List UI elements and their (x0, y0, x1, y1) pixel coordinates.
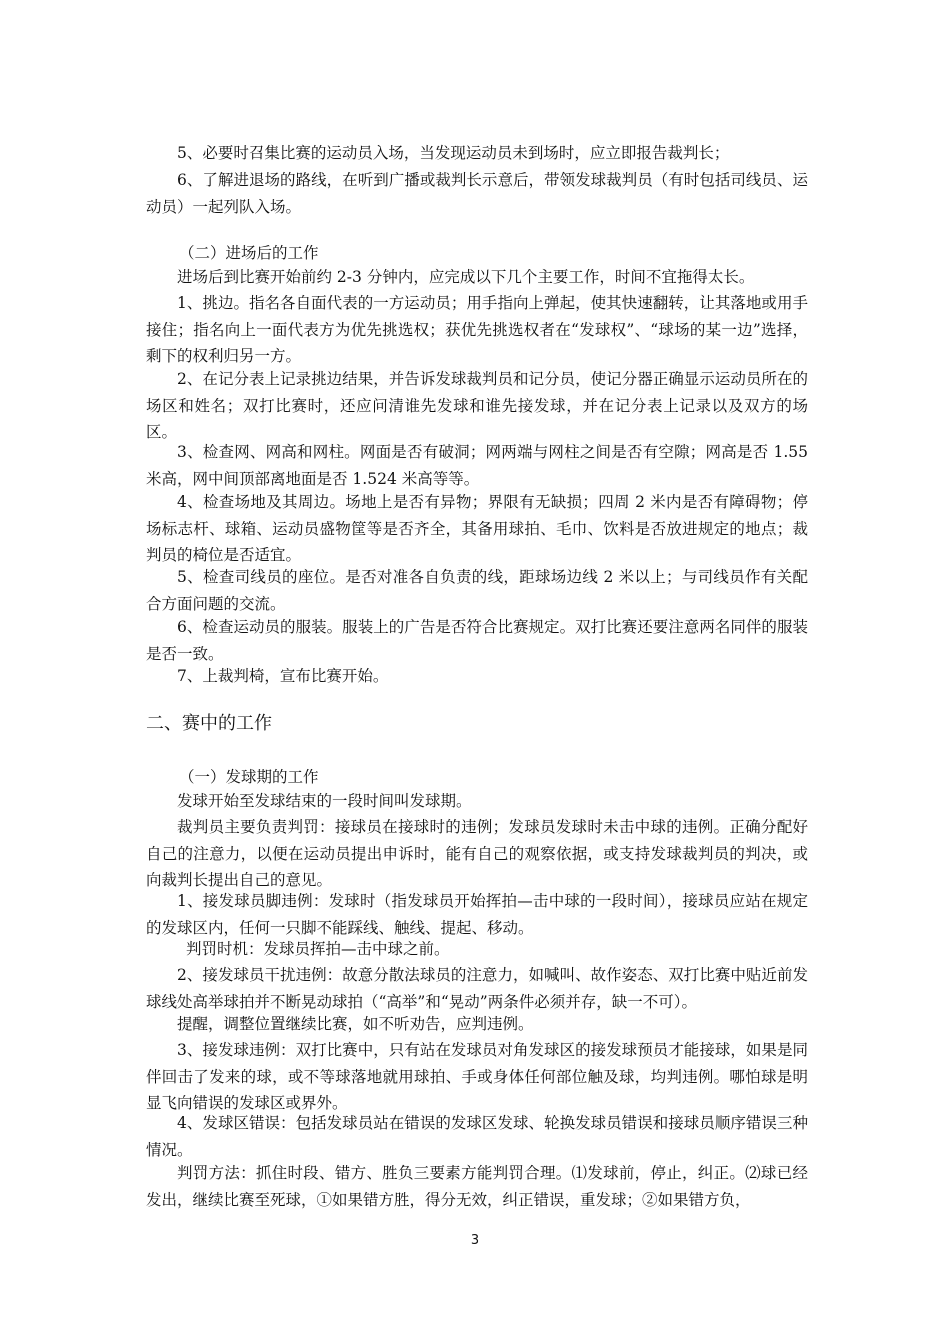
paragraph: 判罚时机：发球员挥拍—击中球之前。 (186, 940, 450, 958)
chapter-heading: 二、赛中的工作 (146, 713, 272, 734)
section-heading: （一）发球期的工作 (179, 768, 319, 786)
paragraph: 5、检查司线员的座位。是否对准各自负责的线，距球场边线 2 米以上；与司线员作有关配合方面问题的交流。 (146, 568, 808, 613)
paragraph: 2、在记分表上记录挑边结果，并告诉发球裁判员和记分员，使记分器正确显示运动员所在的场区和姓名；双打比赛时，还应问清谁先发球和谁先接发球，并在记分表上记录以及双方的场区。 (146, 370, 808, 441)
section-heading: （二）进场后的工作 (179, 244, 319, 262)
paragraph: 裁判员主要负责判罚：接球员在接球时的违例；发球员发球时未击中球的违例。正确分配好自己的注意力，以便在运动员提出申诉时，能有自己的观察依据，或支持发球裁判员的判决，或向裁判长提出自己的意见。 (146, 818, 808, 889)
paragraph: 5、必要时召集比赛的运动员入场，当发现运动员未到场时，应立即报告裁判长； (177, 144, 730, 162)
paragraph: 4、发球区错误：包括发球员站在错误的发球区发球、轮换发球员错误和接球员顺序错误三种情况。 (146, 1114, 808, 1159)
paragraph: 2、接发球员干扰违例：故意分散法球员的注意力，如喊叫、故作姿态、双打比赛中贴近前发球线处高举球拍并不断晃动球拍（“高举”和“晃动”两条件必须并存，缺一不可）。 (146, 966, 808, 1011)
paragraph: 1、挑边。指名各自面代表的一方运动员；用手指向上弹起，使其快速翻转，让其落地或用手接住；指名向上一面代表方为优先挑选权；获优先挑选权者在“发球权”、“球场的某一边”选择，剩下的权利归另一方。 (146, 294, 808, 365)
page-number: 3 (470, 1233, 480, 1248)
paragraph: 7、上裁判椅，宣布比赛开始。 (177, 667, 389, 685)
paragraph: 3、检查网、网高和网柱。网面是否有破洞；网两端与网柱之间是否有空隙；网高是否 1.55 米高，网中间顶部离地面是否 1.524 米高等等。 (146, 443, 808, 488)
paragraph: 提醒，调整位置继续比赛，如不听劝告，应判违例。 (177, 1015, 534, 1033)
paragraph: 判罚方法：抓住时段、错方、胜负三要素方能判罚合理。⑴发球前，停止，纠正。⑵球已经发出，继续比赛至死球，①如果错方胜，得分无效，纠正错误，重发球；②如果错方负， (146, 1164, 808, 1209)
paragraph: 进场后到比赛开始前约 2-3 分钟内，应完成以下几个主要工作，时间不宜拖得太长。 (177, 268, 755, 286)
paragraph: 6、了解进退场的路线，在听到广播或裁判长示意后，带领发球裁判员（有时包括司线员、运动员）一起列队入场。 (146, 171, 808, 216)
paragraph: 4、检查场地及其周边。场地上是否有异物；界限有无缺损；四周 2 米内是否有障碍物；停场标志杆、球箱、运动员盛物筐等是否齐全，其备用球拍、毛巾、饮料是否放进规定的地点；裁判员的椅位是否适宜。 (146, 493, 808, 564)
paragraph: 发球开始至发球结束的一段时间叫发球期。 (177, 792, 472, 810)
paragraph: 3、接发球违例：双打比赛中，只有站在发球员对角发球区的接发球预员才能接球，如果是同伴回击了发来的球，或不等球落地就用球拍、手或身体任何部位触及球，均判违例。哪怕球是明显飞向错误的发球区或界外。 (146, 1041, 808, 1112)
paragraph: 1、接发球员脚违例：发球时（指发球员开始挥拍—击中球的一段时间），接球员应站在规定的发球区内，任何一只脚不能踩线、触线、提起、移动。 (146, 892, 808, 937)
paragraph: 6、检查运动员的服装。服装上的广告是否符合比赛规定。双打比赛还要注意两名同伴的服装是否一致。 (146, 618, 808, 663)
